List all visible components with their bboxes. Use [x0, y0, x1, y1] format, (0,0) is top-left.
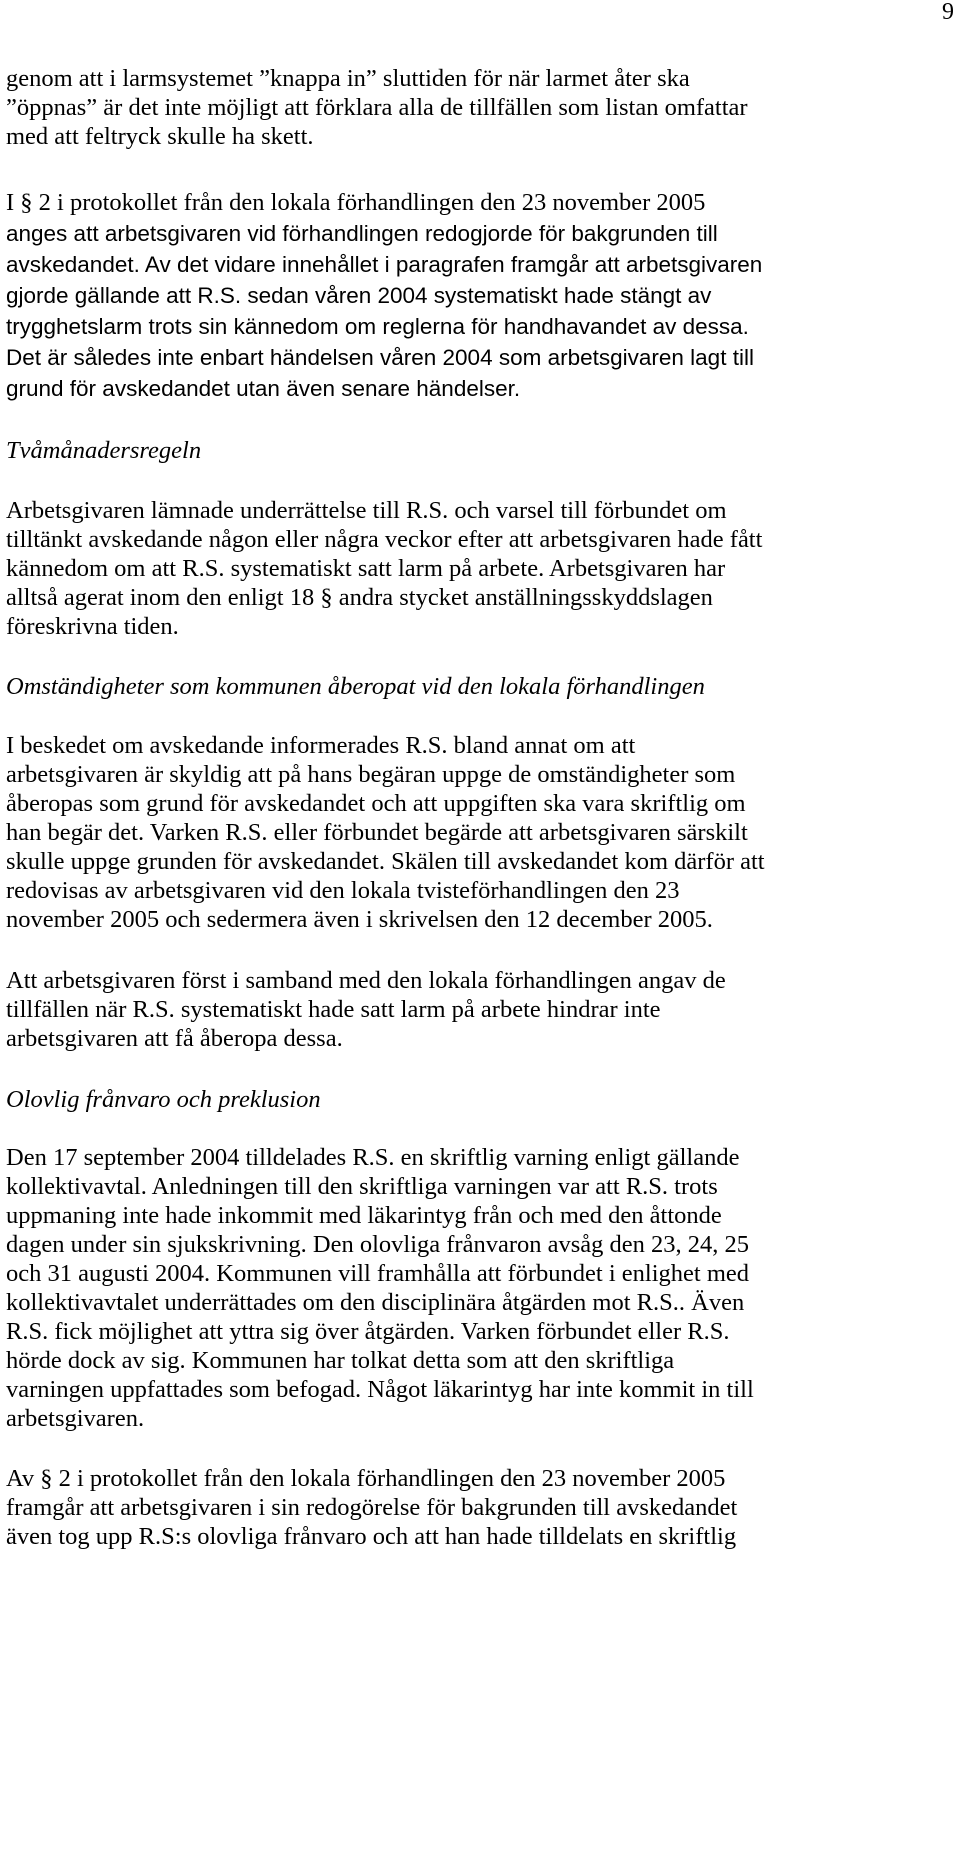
paragraph-line: med att feltryck skulle ha skett. — [6, 123, 314, 150]
paragraph-line: arbetsgivaren är skyldig att på hans begäran uppge de omständigheter som — [6, 761, 736, 788]
paragraph-line: tilltänkt avskedande någon eller några veckor efter att arbetsgivaren hade fått — [6, 526, 763, 553]
paragraph-line: varningen uppfattades som befogad. Något läkarintyg har inte kommit in till — [6, 1376, 754, 1403]
paragraph-line: uppmaning inte hade inkommit med läkarintyg från och med den åttonde — [6, 1202, 722, 1229]
paragraph-line: anges att arbetsgivaren vid förhandlingen redogjorde för bakgrunden till — [6, 221, 718, 246]
paragraph-line: I § 2 i protokollet från den lokala förhandlingen den 23 november 2005 — [6, 189, 706, 216]
paragraph-line: ”öppnas” är det inte möjligt att förklara alla de tillfällen som listan omfattar — [6, 94, 748, 121]
page-number: 9 — [942, 0, 954, 25]
paragraph-line: R.S. fick möjlighet att yttra sig över åtgärden. Varken förbundet eller R.S. — [6, 1318, 730, 1345]
paragraph-line: hörde dock av sig. Kommunen har tolkat detta som att den skriftliga — [6, 1347, 675, 1374]
paragraph-line: grund för avskedandet utan även senare händelser. — [6, 376, 521, 401]
paragraph-line: genom att i larmsystemet ”knappa in” sluttiden för när larmet åter ska — [6, 65, 690, 92]
paragraph-line: även tog upp R.S:s olovliga frånvaro och att han hade tilldelats en skriftlig — [6, 1523, 737, 1550]
paragraph-line: kollektivavtal. Anledningen till den skriftliga varningen var att R.S. trots — [6, 1173, 718, 1200]
paragraph-line: kollektivavtalet underrättades om den disciplinära åtgärden mot R.S.. Även — [6, 1289, 745, 1316]
paragraph-line: föreskrivna tiden. — [6, 613, 179, 640]
paragraph-line: han begär det. Varken R.S. eller förbundet begärde att arbetsgivaren särskilt — [6, 819, 748, 846]
paragraph-line: och 31 augusti 2004. Kommunen vill framhålla att förbundet i enlighet med — [6, 1260, 750, 1287]
section-heading: Omständigheter som kommunen åberopat vid den lokala förhandlingen — [6, 673, 705, 700]
paragraph-line: skulle uppge grunden för avskedandet. Skälen till avskedandet kom därför att — [6, 848, 765, 875]
paragraph-line: trygghetslarm trots sin kännedom om reglerna för handhavandet av dessa. — [6, 314, 749, 339]
paragraph-line: november 2005 och sedermera även i skrivelsen den 12 december 2005. — [6, 906, 713, 933]
paragraph-line: dagen under sin sjukskrivning. Den olovliga frånvaron avsåg den 23, 24, 25 — [6, 1231, 750, 1258]
paragraph-line: Att arbetsgivaren först i samband med den lokala förhandlingen angav de — [6, 967, 726, 994]
paragraph-line: arbetsgivaren att få åberopa dessa. — [6, 1025, 343, 1052]
paragraph-line: redovisas av arbetsgivaren vid den lokala tvisteförhandlingen den 23 — [6, 877, 680, 904]
paragraph-line: Den 17 september 2004 tilldelades R.S. en skriftlig varning enligt gällande — [6, 1144, 740, 1171]
section-heading: Tvåmånadersregeln — [6, 437, 202, 464]
paragraph-line: åberopas som grund för avskedandet och att uppgiften ska vara skriftlig om — [6, 790, 746, 817]
paragraph-line: Arbetsgivaren lämnade underrättelse till R.S. och varsel till förbundet om — [6, 497, 727, 524]
paragraph-line: I beskedet om avskedande informerades R.S. bland annat om att — [6, 732, 636, 759]
section-heading: Olovlig frånvaro och preklusion — [6, 1086, 321, 1113]
paragraph-line: gjorde gällande att R.S. sedan våren 2004 systematiskt hade stängt av — [6, 283, 712, 308]
paragraph-line: Det är således inte enbart händelsen våren 2004 som arbetsgivaren lagt till — [6, 345, 754, 370]
paragraph-line: tillfällen när R.S. systematiskt hade satt larm på arbete hindrar inte — [6, 996, 661, 1023]
paragraph-line: kännedom om att R.S. systematiskt satt larm på arbete. Arbetsgivaren har — [6, 555, 726, 582]
paragraph-line: avskedandet. Av det vidare innehållet i paragrafen framgår att arbetsgivaren — [6, 252, 763, 277]
paragraph-line: alltså agerat inom den enligt 18 § andra stycket anställningsskyddslagen — [6, 584, 713, 611]
paragraph-line: arbetsgivaren. — [6, 1405, 145, 1432]
paragraph-line: Av § 2 i protokollet från den lokala förhandlingen den 23 november 2005 — [6, 1465, 726, 1492]
paragraph-line: framgår att arbetsgivaren i sin redogörelse för bakgrunden till avskedandet — [6, 1494, 738, 1521]
